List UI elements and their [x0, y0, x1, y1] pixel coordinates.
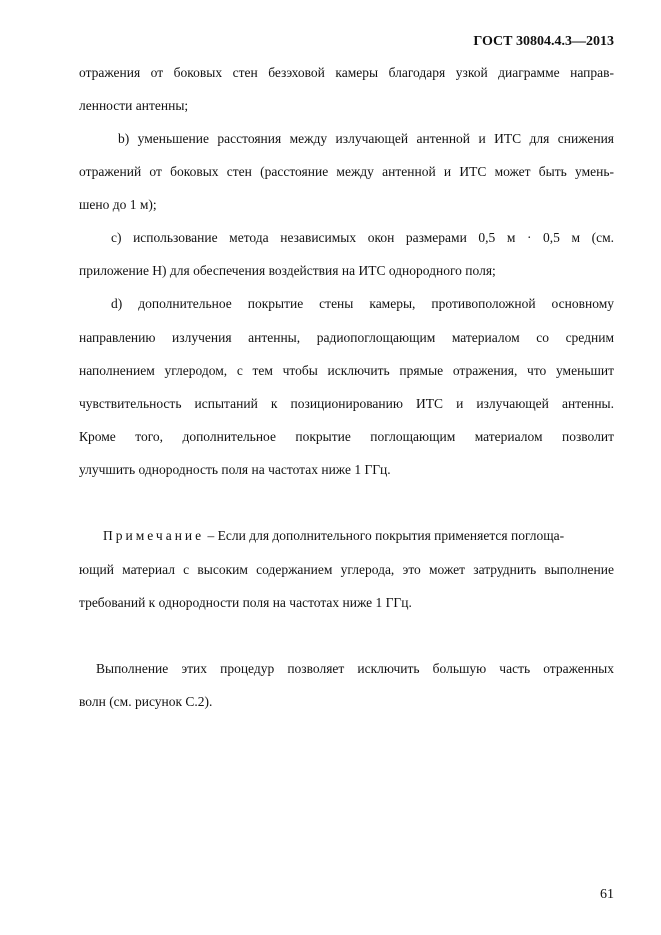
paragraph-item-d-line: чувствительность испытаний к позиционированию ИТС и излучающей антенны. — [79, 396, 614, 411]
note-first-line-text: – Если для дополнительного покрытия применяется поглоща- — [207, 528, 565, 543]
paragraph-a-line: отражения от боковых стен безэховой камеры благодаря узкой диаграмме направ- — [79, 65, 614, 80]
conclusion-line: Выполнение этих процедур позволяет исключить большую часть отраженных — [96, 661, 614, 676]
paragraph-item-c-line: c) использование метода независимых окон размерами 0,5 м · 0,5 м (см. — [111, 230, 614, 245]
paragraph-item-c-line: приложение Н) для обеспечения воздействия на ИТС однородного поля; — [79, 263, 496, 278]
paragraph-item-b-line: b) уменьшение расстояния между излучающей антенной и ИТС для снижения — [118, 131, 614, 146]
note-first-line — [103, 527, 614, 545]
note-line: требований к однородности поля на частотах ниже 1 ГГц. — [79, 595, 412, 610]
paragraph-item-b-line: шено до 1 м); — [79, 197, 157, 212]
paragraph-item-d-line: наполнением углеродом, с тем чтобы исключить прямые отражения, что уменьшит — [79, 363, 614, 378]
paragraph-item-d-line: направлению излучения антенны, радиопоглощающим материалом со средним — [79, 330, 614, 345]
conclusion-line: волн (см. рисунок С.2). — [79, 694, 213, 709]
note-line: ющий материал с высоким содержанием углерода, это может затруднить выполнение — [79, 562, 614, 577]
paragraph-item-d-line: Кроме того, дополнительное покрытие поглощающим материалом позволит — [79, 429, 614, 444]
paragraph-a-line: ленности антенны; — [79, 98, 189, 113]
document-header: ГОСТ 30804.4.3—2013 — [473, 34, 614, 49]
paragraph-item-b-line: отражений от боковых стен (расстояние между антенной и ИТС может быть умень- — [79, 164, 614, 179]
paragraph-item-d-line: улучшить однородность поля на частотах ниже 1 ГГц. — [79, 462, 391, 477]
page-number: 61 — [600, 887, 614, 902]
note-label: Примечание — [103, 528, 205, 543]
paragraph-item-d-line: d) дополнительное покрытие стены камеры, противоположной основному — [111, 296, 614, 311]
